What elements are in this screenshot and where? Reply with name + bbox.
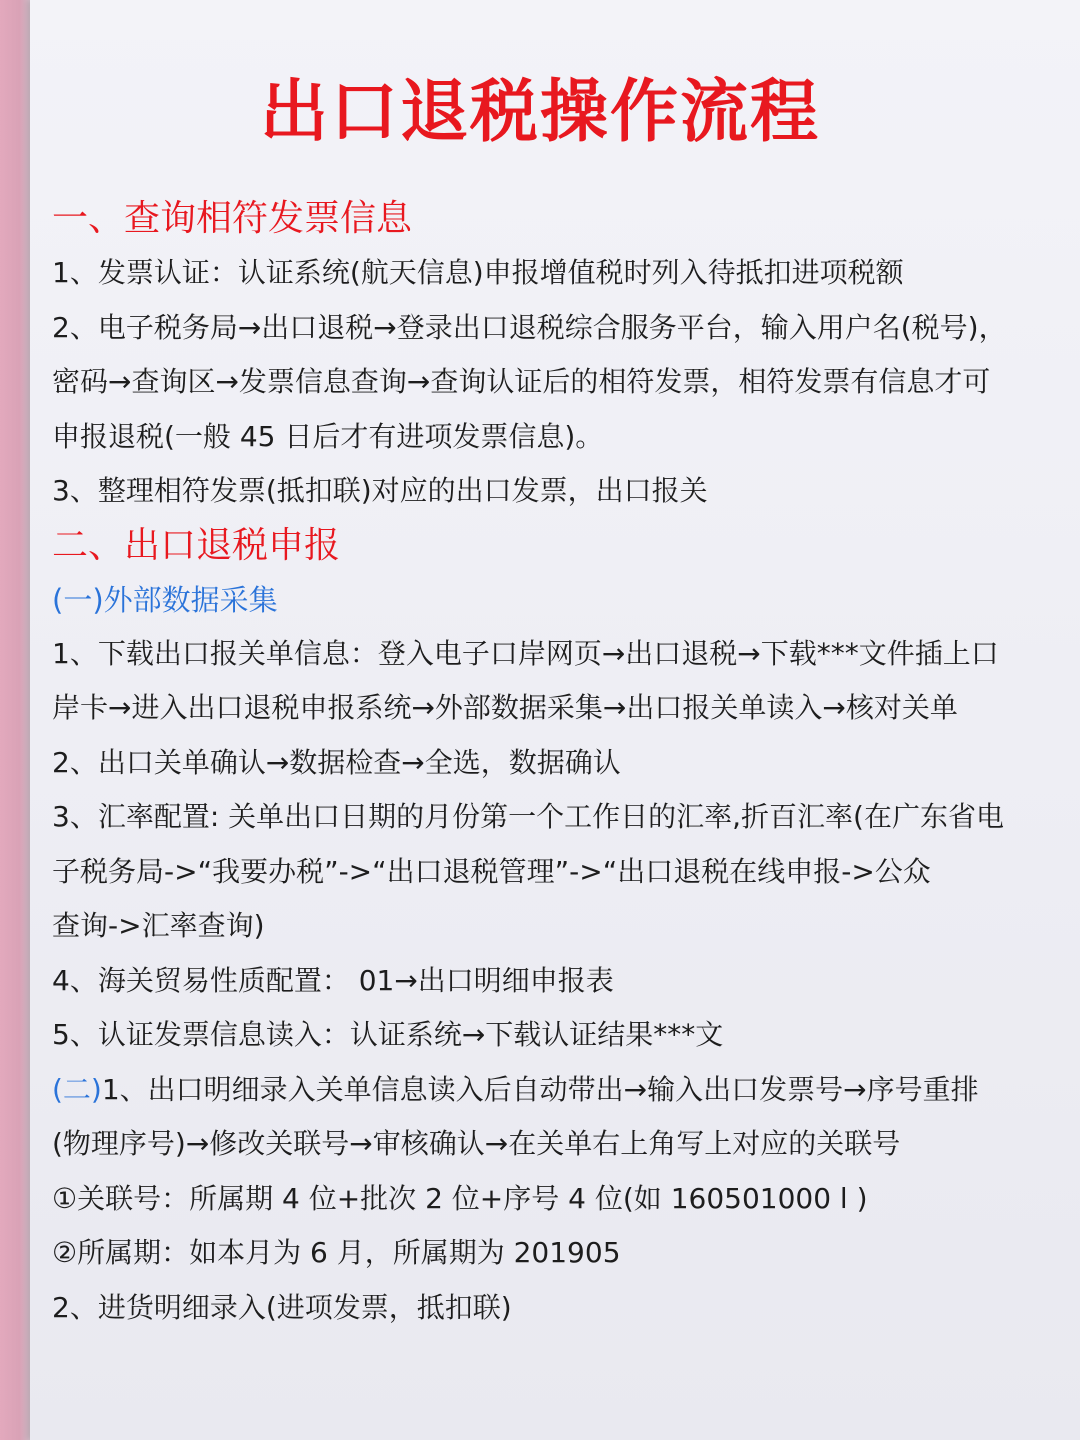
section-1-line: 密码→查询区→发票信息查询→查询认证后的相符发票，相符发票有信息才可 [52, 365, 991, 398]
section-1-line: 申报退税(一般 45 日后才有进项发票信息)。 [52, 419, 604, 453]
subsection-1-line: 1、下载出口报关单信息：登入电子口岸网页→出口退税→下载***文件插上口 [52, 636, 999, 670]
section-1-line: 2、电子税务局→出口退税→登录出口退税综合服务平台，输入用户名(税号)， [52, 310, 1007, 344]
subsection-1-line: 5、认证发票信息读入：认证系统→下载认证结果***文 [52, 1018, 724, 1051]
subsection-2-line: 2、进货明细录入(进项发票，抵扣联) [52, 1290, 512, 1324]
subsection-2-first-line-text: 1、出口明细录入关单信息读入后自动带出→输入出口发票号→序号重排 [101, 1072, 979, 1106]
section-1-line: 1、发票认证：认证系统(航天信息)申报增值税时列入待抵扣进项税额 [52, 256, 904, 289]
subsection-2-label: (二) [52, 1072, 102, 1106]
section-2-heading: 二、出口退税申报 [52, 524, 341, 566]
document-body [52, 192, 1052, 1335]
section-1-line: 3、整理相符发票(抵扣联)对应的出口发票，出口报关 [52, 474, 708, 507]
section-1-heading: 一、查询相符发票信息 [52, 198, 413, 239]
subsection-2-line: ①关联号：所属期 4 位+批次 2 位+序号 4 位(如 160501000 l ) [52, 1181, 868, 1215]
subsection-1-line: 查询->汇率查询) [52, 909, 265, 942]
subsection-2-line: ②所属期：如本月为 6 月，所属期为 201905 [52, 1236, 621, 1269]
page-title: 出口退税操作流程 [259, 73, 820, 152]
subsection-1-line: 岸卡→进入出口退税申报系统→外部数据采集→出口报关单读入→核对关单 [52, 691, 958, 724]
subsection-2-first-line [52, 1063, 1052, 1118]
subsection-1-heading: (一)外部数据采集 [52, 582, 278, 617]
subsection-2-line: (物理序号)→修改关联号→审核确认→在关单右上角写上对应的关联号 [52, 1127, 901, 1160]
subsection-1-line: 2、出口关单确认→数据检查→全选，数据确认 [52, 745, 621, 779]
subsection-1-line: 子税务局->“我要办税”->“出口退税管理”->“出口退税在线申报->公众 [52, 854, 931, 888]
subsection-1-line: 4、海关贸易性质配置： 01→出口明细申报表 [52, 963, 614, 997]
subsection-1-line: 3、汇率配置: 关单出口日期的月份第一个工作日的汇率,折百汇率(在广东省电 [52, 800, 1004, 833]
